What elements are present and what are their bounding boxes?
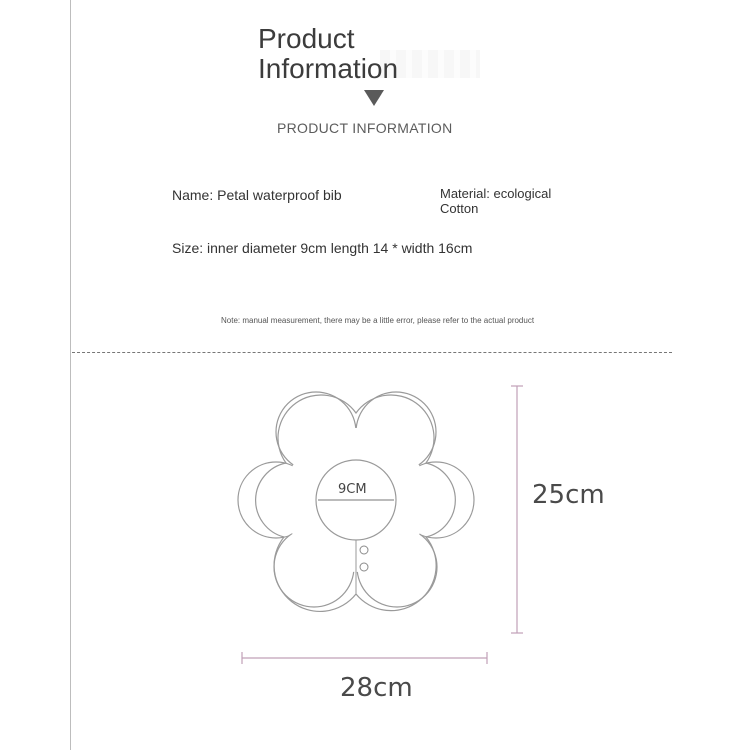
height-label: 25cm — [532, 480, 605, 510]
width-dimension — [242, 652, 487, 664]
inner-diameter-label: 9CM — [338, 482, 367, 497]
snap-button-1 — [360, 546, 368, 554]
height-dimension — [511, 386, 523, 633]
measurement-note: Note: manual measurement, there may be a little error, please refer to the actual product — [221, 316, 535, 325]
title-line-2: Information — [258, 53, 399, 84]
product-material: Material: ecological Cotton — [440, 186, 552, 216]
title-line-1: Product — [258, 23, 355, 54]
width-label: 28cm — [340, 673, 413, 703]
snap-button-2 — [360, 563, 368, 571]
section-subtitle: PRODUCT INFORMATION — [277, 120, 453, 136]
product-size: Size: inner diameter 9cm length 14 * width 16cm — [172, 240, 473, 256]
product-name: Name: Petal waterproof bib — [172, 187, 342, 203]
